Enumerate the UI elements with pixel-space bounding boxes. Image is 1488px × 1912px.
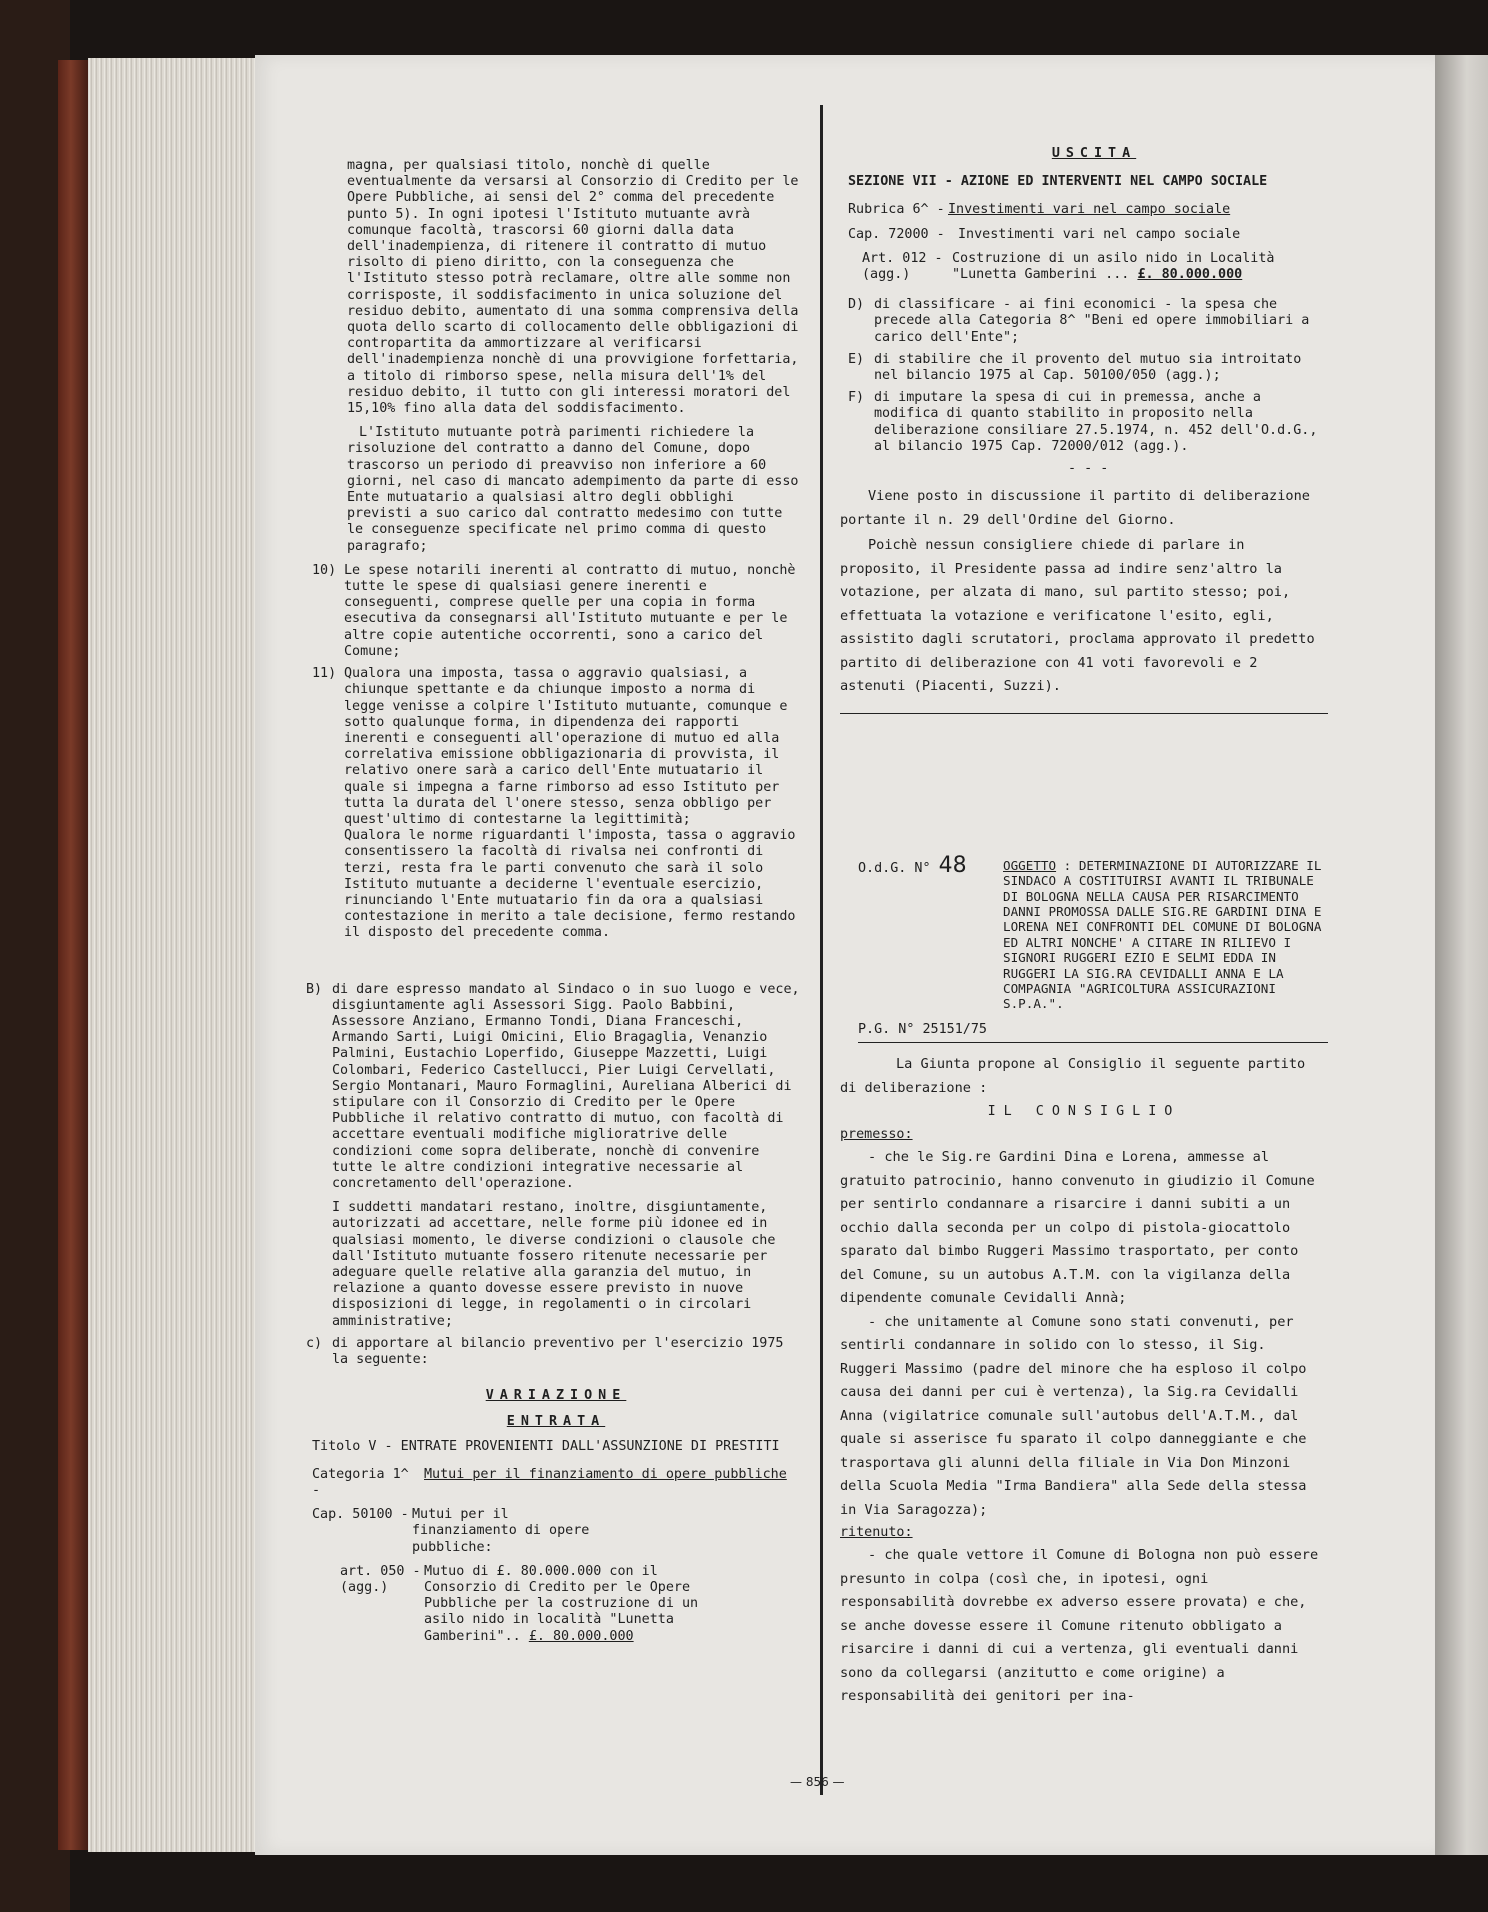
- chapter-value: Mutui per il finanziamento di opere pubbliche:: [412, 1507, 590, 1555]
- paragraph: L'Istituto mutuante potrà parimenti richiedere la risoluzione del contratto a danno del Comune, dopo trascorso un periodo di preavviso non inferiore a 60 giorni, nel caso di mancato adempimento da parte di esso Ente mutuatario a qualsiasi altro degli obblighi previsti a suo carico dal contratto medesimo con tutte le conseguenze specificate nel primo comma di questo paragrafo;: [347, 425, 799, 554]
- odg-header: [858, 852, 1328, 1012]
- article-row: [862, 251, 1328, 283]
- separator-dashes: - - -: [1068, 461, 1109, 477]
- chapter-label: Cap. 50100 -: [312, 1507, 409, 1523]
- article-agg: (agg.): [340, 1580, 389, 1596]
- paragraph: Viene posto in discussione il partito di deliberazione portante il n. 29 dell'Ordine del Giorno.: [840, 488, 1310, 528]
- list-label: c): [306, 1335, 323, 1351]
- article-label: art. 050 -: [340, 1563, 421, 1579]
- ritenuto-label: ritenuto:: [840, 1525, 913, 1541]
- facing-page-edge: [1435, 55, 1488, 1855]
- rubrica-row: [848, 202, 1328, 218]
- chapter-value: Investimenti vari nel campo sociale: [958, 226, 1241, 242]
- pg-number: P.G. N° 25151/75: [858, 1021, 987, 1037]
- category-value: Mutui per il finanziamento di opere pubbliche: [424, 1466, 787, 1482]
- left-column: [306, 158, 800, 1653]
- oggetto-text: : DETERMINAZIONE DI AUTORIZZARE IL SINDACO A COSTITUIRSI AVANTI IL TRIBUNALE DI BOLOGNA NELLA CAUSA PER RISARCIMENTO DANNI PROMOSSA DALLE SIG.RE GARDINI DINA E LORENA NEI CONFRONTI DEL COMUNE DI BOLOGNA ED ALTRI NONCHE' A CITARE IN RILIEVO I SIGNORI RUGGERI EZIO E SELMI EDDA IN RUGGERI LA SIG.RA CEVIDALLI ANNA E LA COMPAGNIA "AGRICOLTURA ASSICURAZIONI S.P.A.".: [1003, 857, 1322, 1012]
- paragraph: Poichè nessun consigliere chiede di parlare in proposito, il Presidente passa ad indire senz'altro la votazione, per alzata di mano, sul partito stesso; poi, effettuata la votazione e verificatone l'esito, egli, assistito dagli scrutatori, proclama approvato il predetto partito di deliberazione con 41 voti favorevoli e 2 astenuti (Piacenti, Suzzi).: [840, 537, 1315, 695]
- list-text: Qualora le norme riguardanti l'imposta, tassa o aggravio consentissero la facoltà di rivalsa nei confronti di terzi, resta fra le parti convenuto che sarà il solo Istituto mutuante a deciderne l'eventuale esercizio, rinunciando l'Ente mutuatario fin da ora a qualsiasi contestazione in merito a tale decisione, fermo restando il disposto del precedente comma.: [344, 828, 796, 941]
- page-edges: [88, 58, 258, 1852]
- list-text: di classificare - ai fini economici - la spesa che precede alla Categoria 8^ "Beni ed opere immobiliari a carico dell'Ente";: [874, 297, 1310, 345]
- chapter-label: Cap. 72000 -: [848, 226, 945, 242]
- chapter-row: [312, 1507, 800, 1556]
- article-amount: £. 80.000.000: [1137, 267, 1243, 283]
- list-text: Le spese notarili inerenti al contratto di mutuo, nonchè tutte le spese di qualsiasi genere inerenti e conseguenti, comprese quelle per una copia in forma esecutiva da consegnarsi all'Istituto mutuante e per le altre copie autentiche occorrenti, sono a carico del Comune;: [344, 562, 796, 659]
- section-heading: VARIAZIONE: [485, 1388, 627, 1404]
- category-label: Categoria 1^ -: [312, 1466, 409, 1499]
- list-text: Qualora una imposta, tassa o aggravio qualsiasi, a chiunque spettante e da chiunque imposto a norma di legge venisse a colpire l'Istituto mutuante, comunque e sotto qualunque forma, in dipendenza dei rapporti inerenti e conseguenti all'operazione di mutuo ed alla correlativa emissione obbligazionaria di provvista, il relativo onere sarà a carico dell'Ente mutuatario il quale si impegna a farne rimborso ad esso Istituto per tutta la durata del l'onere stesso, senza obbligo per quest'ultimo di contestarne la legittimità;: [344, 666, 788, 827]
- list-item: [306, 1336, 800, 1368]
- oggetto-label: OGGETTO: [1003, 857, 1057, 873]
- list-item: [848, 390, 1328, 455]
- paragraph: magna, per qualsiasi titolo, nonchè di quelle eventualmente da versarsi al Consorzio di Credito per le Opere Pubbliche, ai sensi del 2° comma del precedente punto 5). In ogni ipotesi l'Istituto mutuante avrà comunque facoltà, trascorsi 60 giorni dalla data dell'inadempienza, di ritenere il contratto di mutuo risolto di pieno diritto, con la conseguenza che l'Istituto stesso potrà reclamare, oltre alle somme non corrisposte, il soddisfacimento in unica soluzione del residuo debito, aumentato di una somma comprensiva della quota dello scarto di collocamento delle obbligazioni di contropartita da ammortizzare al verificarsi dell'inadempienza nonchè di una provvigione forfettaria, a titolo di rimborso spese, nella misura dell'1% del residuo debito, il tutto con gli interessi moratori del 15,10% fino alla data del soddisfacimento.: [347, 158, 799, 417]
- paragraph: - che le Sig.re Gardini Dina e Lorena, ammesse al gratuito patrocinio, hanno convenuto in giudizio il Comune per sentirlo condannare a risarcire i danni subiti a un occhio dalla seconda per un colpo di pistola-giocattolo sparato dal bimbo Ruggeri Massimo trasportato, per conto del Comune, su un autobus A.T.M. con la vigilanza della dipendente comunale Cevidalli Annà;: [840, 1149, 1315, 1307]
- column-divider: [820, 105, 823, 1795]
- book-spine: [58, 60, 90, 1850]
- list-label: 11): [312, 666, 337, 682]
- article-text: Costruzione di un asilo nido in Località "Lunetta Gamberini ...: [952, 250, 1275, 283]
- odg-number: 48: [938, 852, 967, 878]
- list-label: 10): [312, 562, 337, 578]
- list-item: [306, 982, 800, 1330]
- rubrica-value: Investimenti vari nel campo sociale: [948, 202, 1231, 218]
- list-label: D): [848, 297, 865, 313]
- paragraph: - che quale vettore il Comune di Bologna non può essere presunto in colpa (così che, in ipotesi, ogni responsabilità dovrebbe ex adverso essere provata) e che, se anche dovesse essere il Comune ritenuto obbligato a risarcire i danni di cui a vertenza, gli eventuali danni sono da collegarsi (anzitutto e come origine) a responsabilità dei genitori per ina-: [840, 1547, 1319, 1705]
- rubrica-label: Rubrica 6^ -: [848, 202, 945, 218]
- list-item: [312, 563, 800, 660]
- horizontal-rule: [858, 1042, 1328, 1043]
- paragraph: - che unitamente al Comune sono stati convenuti, per sentirli condannare in solido con lo stesso, il Sig. Ruggeri Massimo (padre del minore che ha esploso il colpo causa dei danni per cui è vertenza), la Sig.ra Cevidalli Anna (vigilatrice comunale sull'autobus dell'A.T.M., dal quale si asserisce fu sparato il colpo danneggiante e che trasportava gli alunni della filiale in Via Don Minzoni della Scuola Media "Irma Bandiera" alla Sede della stessa in Via Saragozza);: [840, 1313, 1307, 1518]
- list-text: di stabilire che il provento del mutuo sia introitato nel bilancio 1975 al Cap. 50100/050 (agg.);: [874, 351, 1302, 384]
- premesso-label: premesso:: [840, 1127, 913, 1143]
- page-number: — 856 —: [790, 1775, 845, 1789]
- title-line: Titolo V - ENTRATE PROVENIENTI DALL'ASSUNZIONE DI PRESTITI: [312, 1438, 780, 1454]
- chapter-row: [848, 227, 1328, 243]
- paragraph: La Giunta propone al Consiglio il seguente partito di deliberazione :: [840, 1056, 1306, 1096]
- list-label: B): [306, 981, 323, 997]
- list-item: [312, 666, 800, 941]
- horizontal-rule: [840, 713, 1328, 714]
- list-text: I suddetti mandatari restano, inoltre, disgiuntamente, autorizzati ad accettare, nelle forme più idonee ed in qualsiasi momento, le diverse condizioni o clausole che dall'Istituto mutuante fossero ritenute necessarie per adeguare quelle relative alla garanzia del mutuo, in relazione a quanto dovesse essere previsto in nuove disposizioni di legge, in regolamenti o in circolari amministrative;: [332, 1200, 776, 1329]
- list-text: di dare espresso mandato al Sindaco o in suo luogo e vece, disgiuntamente agli Assessori Sigg. Paolo Babbini, Assessore Anziano, Ermanno Tondi, Diana Franceschi, Armando Sarti, Luigi Omicini, Elio Bragaglia, Venanzio Palmini, Eustachio Loperfido, Giuseppe Mazzetti, Luigi Colombari, Federico Castellucci, Pier Luigi Cervellati, Sergio Montanari, Mauro Formaglini, Aureliana Alberici di stipulare con il Consorzio di Credito per le Opere Pubbliche il relativo contratto di mutuo, con facoltà di accettare eventuali modifiche miglioratrive delle condizioni come sopra deliberate, nonchè di convenire tutte le altre condizioni integrative necessarie al concretamento dell'operazione.: [332, 981, 800, 1191]
- section-heading: ENTRATA: [506, 1414, 606, 1430]
- article-row: [340, 1564, 800, 1645]
- article-agg: (agg.): [862, 267, 911, 283]
- article-amount: £. 80.000.000: [528, 1628, 634, 1644]
- right-column: [840, 146, 1328, 1717]
- il-consiglio-heading: IL CONSIGLIO: [987, 1104, 1181, 1120]
- article-text: Mutuo di £. 80.000.000 con il Consorzio di Credito per le Opere Pubbliche per la costruzione di un asilo nido in località "Lunetta Gamberini"..: [424, 1563, 699, 1644]
- list-item: [848, 297, 1328, 346]
- category-row: [312, 1467, 800, 1499]
- list-label: F): [848, 390, 865, 406]
- article-label: Art. 012 -: [862, 250, 943, 266]
- list-text: di apportare al bilancio preventivo per l'esercizio 1975 la seguente:: [332, 1335, 784, 1368]
- list-label: E): [848, 351, 865, 367]
- section-heading: USCITA: [1051, 146, 1137, 161]
- list-text: di imputare la spesa di cui in premessa, anche a modifica di quanto stabilito in proposito nella deliberazione consiliare 27.5.1974, n. 452 dell'O.d.G., al bilancio 1975 Cap. 72000/012 (agg.).: [874, 390, 1318, 454]
- list-item: [848, 352, 1328, 384]
- section-line: SEZIONE VII - AZIONE ED INTERVENTI NEL CAMPO SOCIALE: [848, 174, 1268, 190]
- odg-prefix: O.d.G. N°: [858, 860, 931, 876]
